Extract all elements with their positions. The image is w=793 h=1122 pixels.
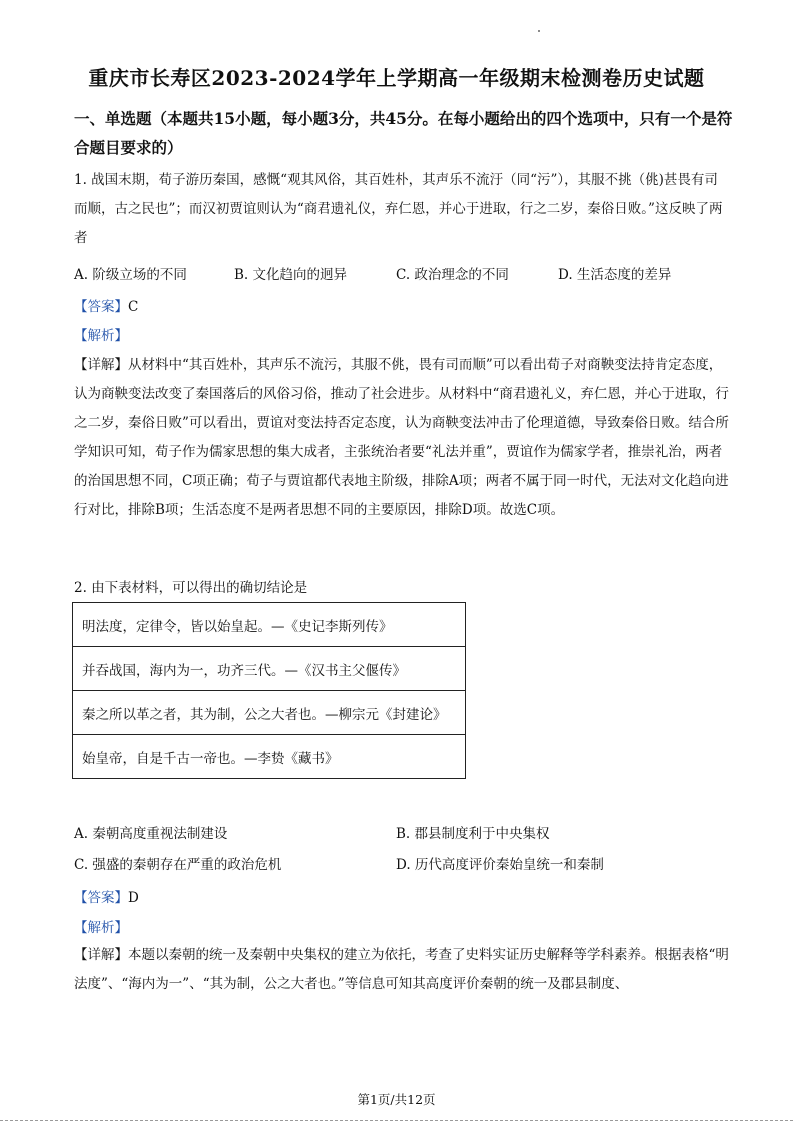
q2-answer-tag: 【答案】 [74,890,128,906]
page-number: 第1页/共12页 [357,1092,436,1107]
section-heading: 一、单选题（本题共15小题，每小题3分，共45分。在每小题给出的四个选项中，只有一个是符合题目要求的） [74,109,733,157]
q1-answer [74,295,138,315]
table-cell: 并吞战国，海内为一，功齐三代。—《汉书主父偃传》 [73,647,466,691]
q1-analysis-tag: 【解析】 [74,328,128,344]
q2-answer [74,886,139,906]
q2-stem: 2. 由下表材料，可以得出的确切结论是 [74,580,308,596]
table-row [73,735,466,779]
q1-option-c: C. 政治理念的不同 [396,267,509,283]
q2-option-a: A. 秦朝高度重视法制建设 [74,826,228,842]
table-cell: 明法度，定律令，皆以始皇起。—《史记李斯列传》 [73,603,466,647]
q2-option-c: C. 强盛的秦朝存在严重的政治危机 [74,857,282,873]
table-row [73,647,466,691]
q1-option-d: D. 生活态度的差异 [558,267,672,283]
q2-source-table [72,602,466,779]
q2-detail: 【详解】本题以秦朝的统一及秦朝中央集权的建立为依托，考查了史料实证历史解释等学科素养。根据表格“明法度”、“海内为一”、“其为制，公之大者也。”等信息可知其高度评价秦朝的统一及郡县制度、 [74,947,729,992]
page-title: 重庆市长寿区2023-2024学年上学期高一年级期末检测卷历史试题 [88,66,705,90]
table-cell: 秦之所以革之者，其为制，公之大者也。—柳宗元《封建论》 [73,691,466,735]
q1-answer-value: C [128,299,139,315]
q2-option-b: B. 郡县制度利于中央集权 [396,826,550,842]
q1-answer-tag: 【答案】 [74,299,128,315]
table-cell: 始皇帝，自是千古一帝也。—李贽《藏书》 [73,735,466,779]
q2-analysis-tag: 【解析】 [74,920,128,936]
table-row [73,603,466,647]
q1-stem: 1. 战国末期，荀子游历秦国，感慨“观其风俗，其百姓朴，其声乐不流汙（同“污”），其服不挑（佻)甚畏有司而顺，古之民也”；而汉初贾谊则认为“商君遗礼仪，弃仁恩，并心于进取，行之二岁，秦俗日败。”这反映了两者 [74,172,723,246]
q1-option-b: B. 文化趋向的迥异 [234,267,348,283]
q2-option-d: D. 历代高度评价秦始皇统一和秦制 [396,857,604,873]
q1-detail: 【详解】从材料中“其百姓朴，其声乐不流污，其服不佻，畏有司而顺”可以看出荀子对商鞅变法持肯定态度，认为商鞅变法改变了秦国落后的风俗习俗，推动了社会进步。从材料中“商君遗礼义，弃仁恩，并心于进取，行之二岁，秦俗日败”可以看出，贾谊对变法持否定态度，认为商鞅变法冲击了伦理道德，导致秦俗日败。结合所学知识可知，荀子作为儒家思想的集大成者，主张统治者要“礼法并重”，贾谊作为儒家学者，推崇礼治，两者的治国思想不同，C项正确；荀子与贾谊都代表地主阶级，排除A项；两者不属于同一时代，无法对文化趋向进行对比，排除B项；生活态度不是两者思想不同的主要原因，排除D项。故选C项。 [74,357,729,518]
q1-option-a: A. 阶级立场的不同 [74,267,187,283]
table-row [73,691,466,735]
scan-dot [538,30,540,32]
q2-answer-value: D [128,890,139,906]
